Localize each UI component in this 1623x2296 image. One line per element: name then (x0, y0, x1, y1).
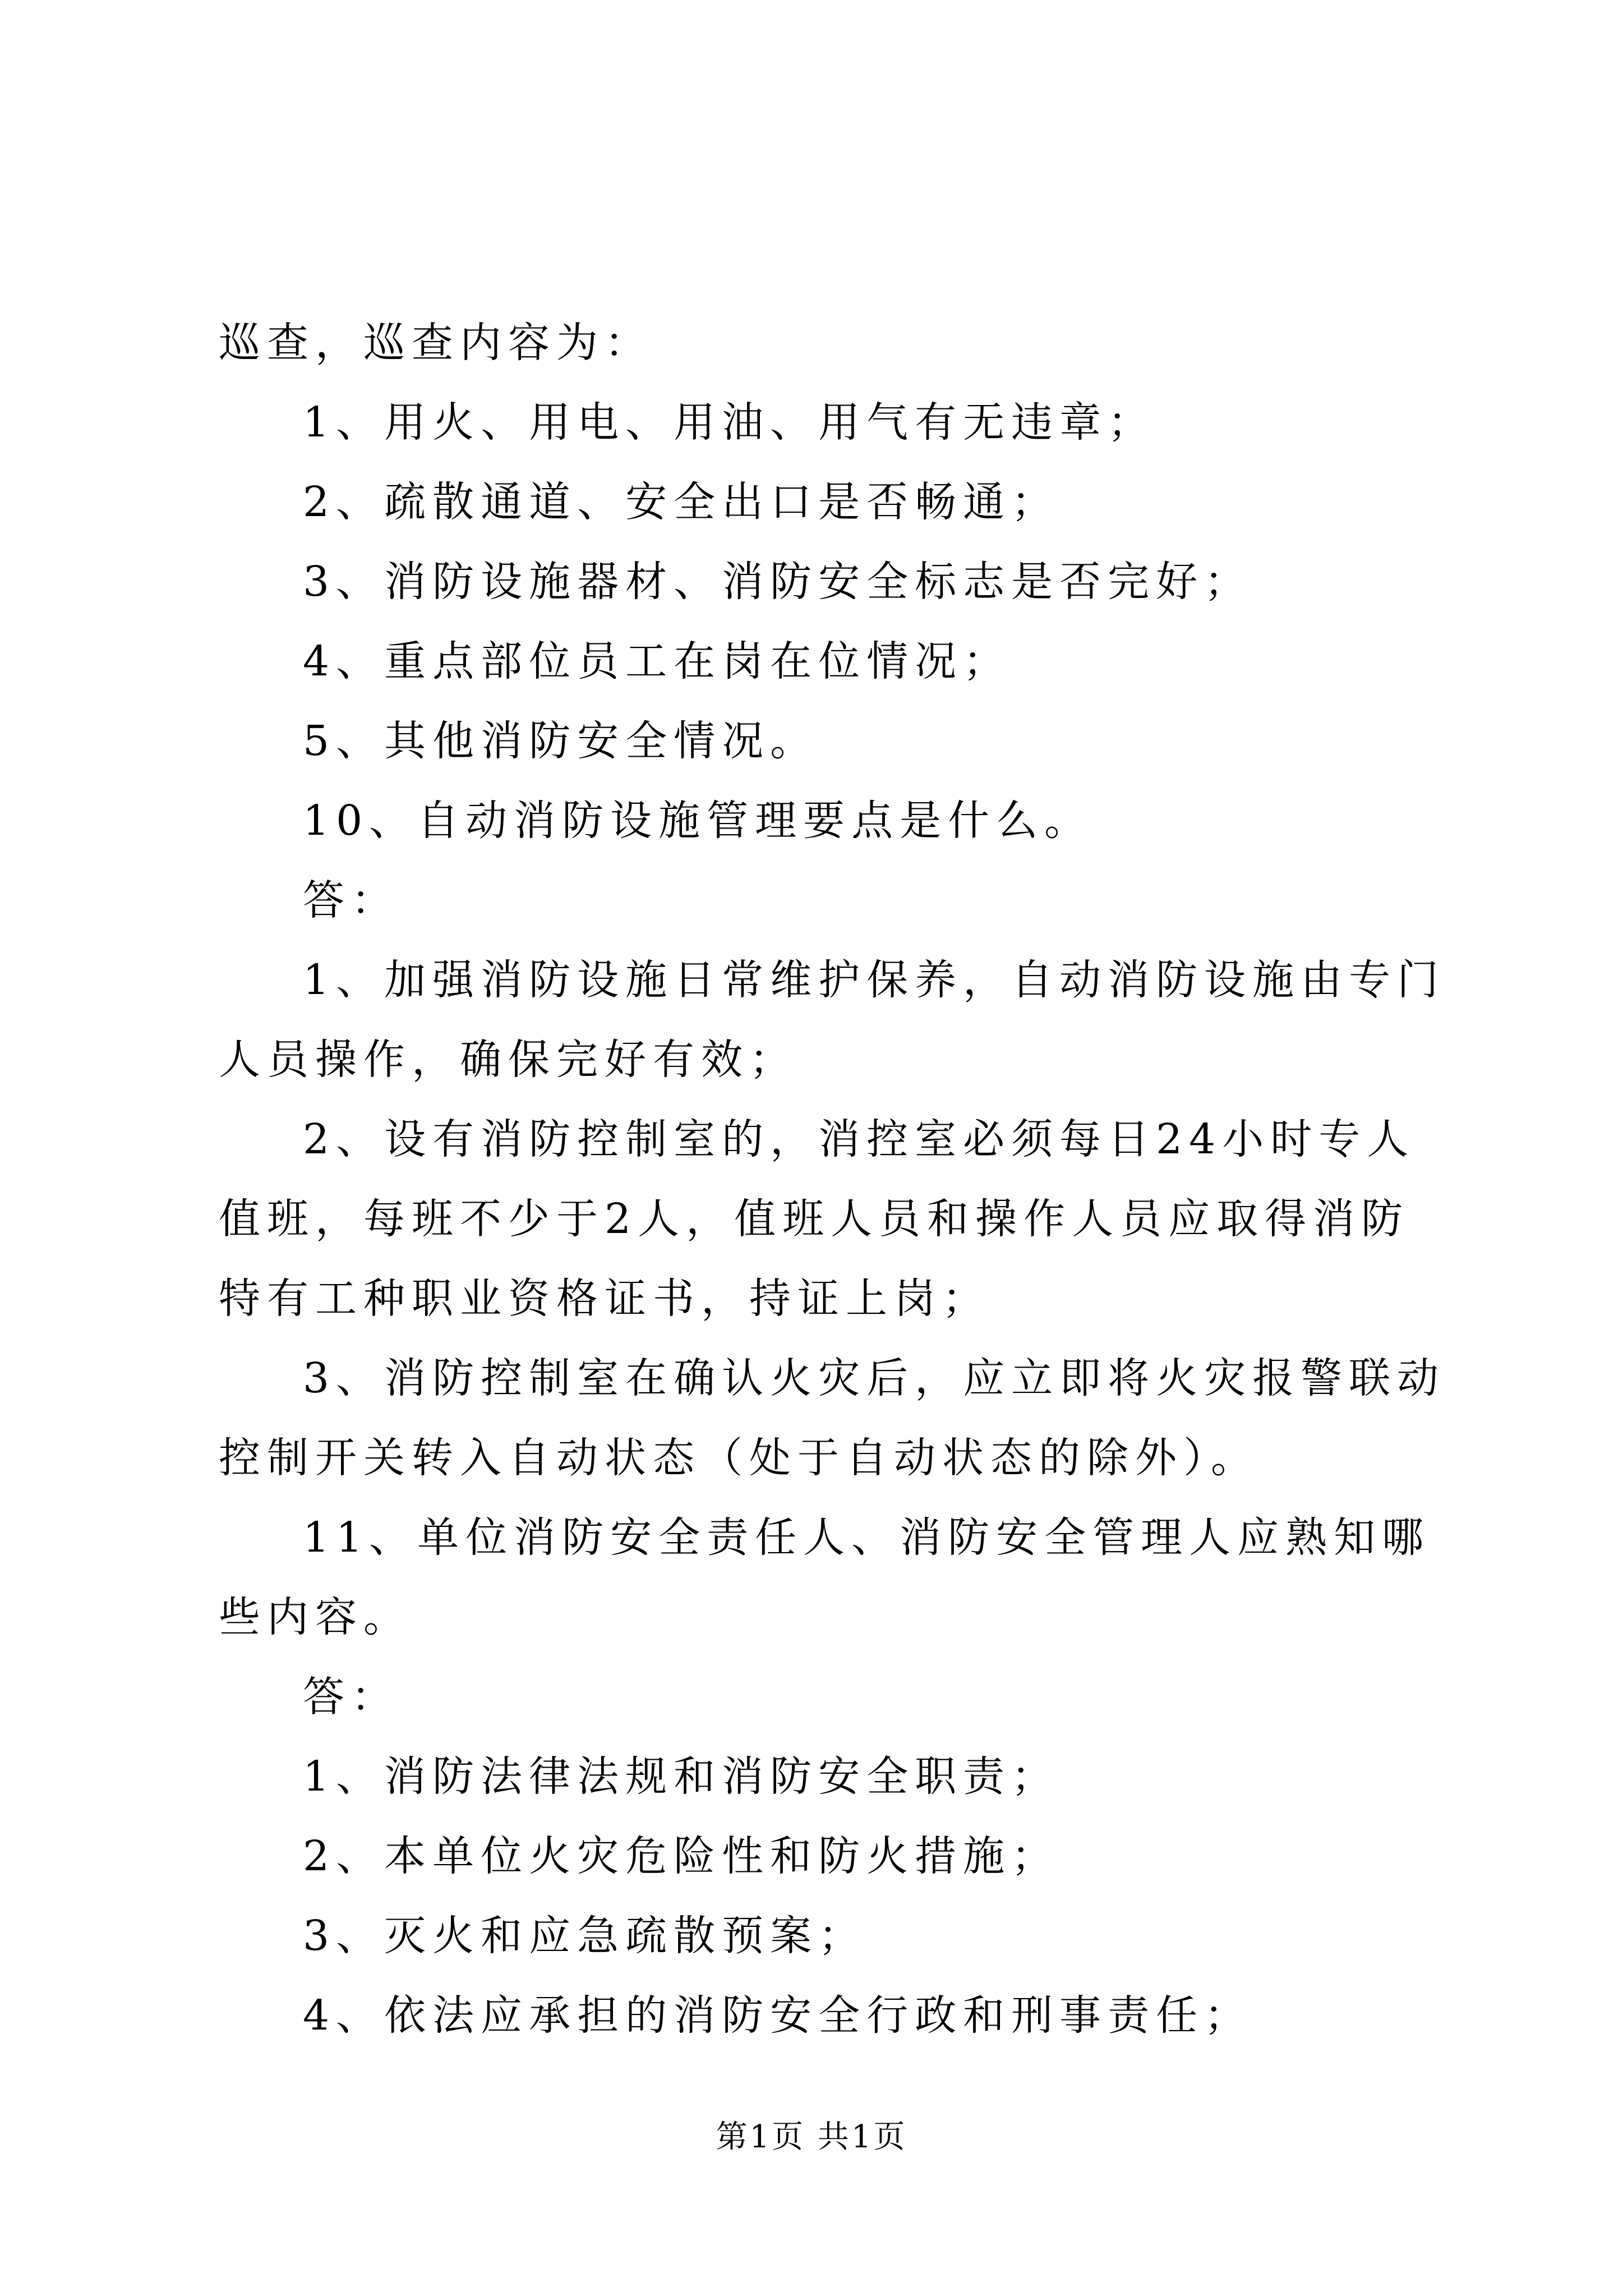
paragraph-14: 1、消防法律法规和消防安全职责； (303, 1752, 1060, 1801)
paragraph-5: 4、重点部位员工在岗在位情况； (303, 637, 1012, 685)
paragraph-2: 1、用火、用电、用油、用气有无违章； (303, 398, 1156, 447)
answer-label-10: 答： (303, 876, 399, 924)
question-11-heading: 11、单位消防安全责任人、消防安全管理人应熟知哪些内容。 (219, 1513, 1431, 1641)
paragraph-9: 1、加强消防设施日常维护保养，自动消防设施由专门人员操作，确保完好有效； (219, 956, 1446, 1084)
paragraph-16: 3、灭火和应急疏散预案； (303, 1912, 867, 1960)
paragraph-17: 4、依法应承担的消防安全行政和刑事责任； (303, 1991, 1253, 2040)
page-footer (0, 2115, 1623, 2160)
paragraph-4: 3、消防设施器材、消防安全标志是否完好； (303, 558, 1253, 606)
answer-label-11: 答： (303, 1673, 399, 1721)
paragraph-6: 5、其他消防安全情况。 (303, 717, 819, 765)
paragraph-1: 巡查，巡查内容为： (219, 319, 653, 367)
page-number-label: 第1页 共1页 (716, 2119, 907, 2155)
paragraph-3: 2、疏散通道、安全出口是否畅通； (303, 478, 1060, 526)
paragraph-10: 2、设有消防控制室的，消控室必须每日24小时专人值班，每班不少于2人，值班人员和操作人员应取得消防特有工种职业资格证书，持证上岗； (219, 1115, 1415, 1323)
paragraph-15: 2、本单位火灾危险性和防火措施； (303, 1832, 1060, 1880)
question-10-heading: 10、自动消防设施管理要点是什么。 (303, 797, 1093, 845)
document-body (219, 303, 1453, 2055)
paragraph-11: 3、消防控制室在确认火灾后，应立即将火灾报警联动控制开关转入自动状态（处于自动状态的除外）。 (219, 1354, 1446, 1482)
